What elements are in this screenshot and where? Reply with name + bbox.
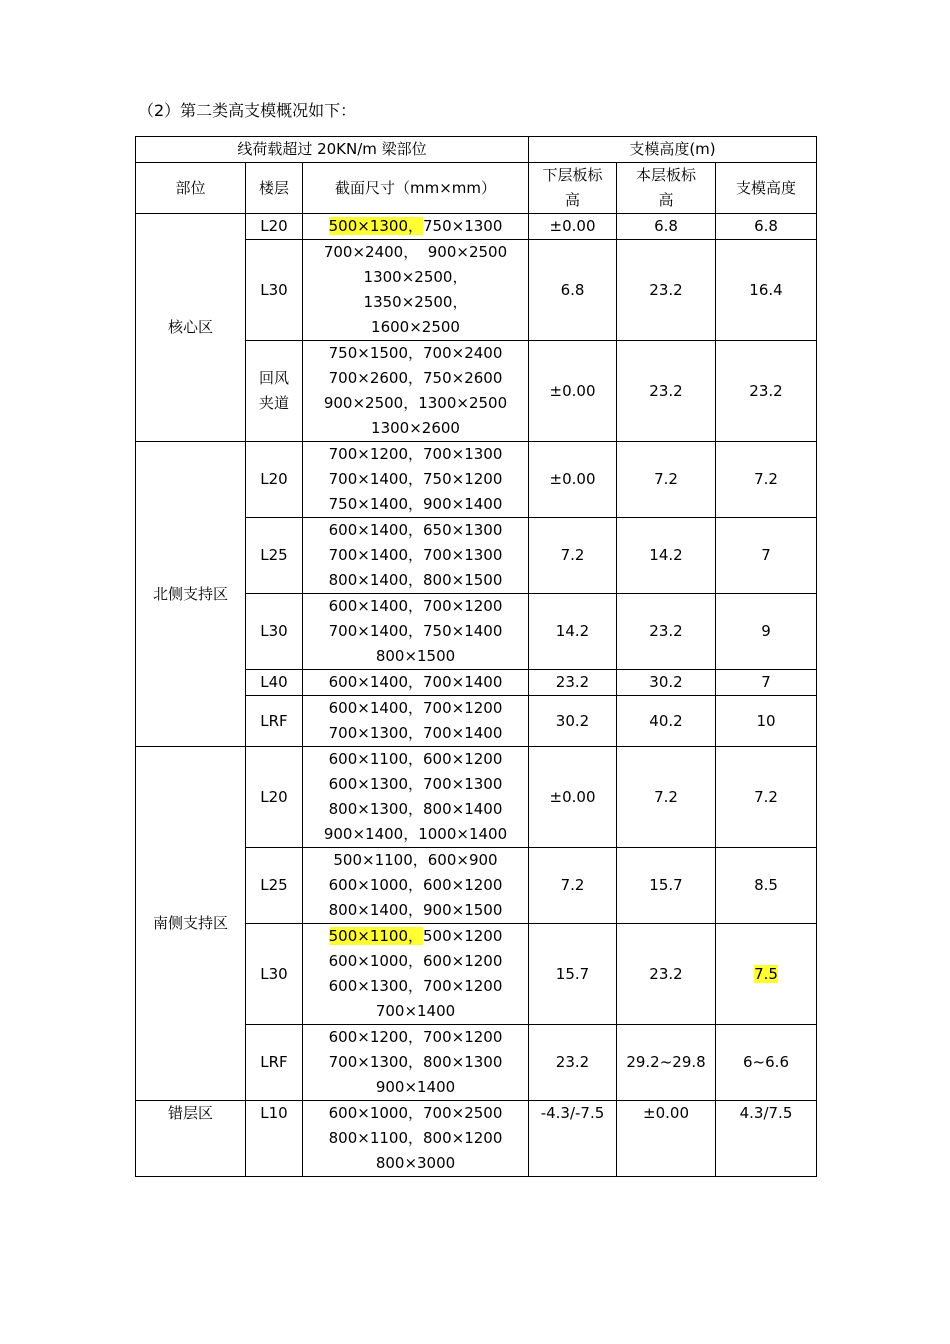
section-line	[303, 797, 528, 822]
section-line	[303, 214, 528, 239]
formwork-table	[135, 136, 817, 1177]
col-header-lower-line: 高	[564, 191, 580, 209]
section-line	[303, 518, 528, 543]
section-text: 600×1000，600×1200	[328, 952, 503, 970]
floor-cell	[246, 214, 303, 240]
support-height-cell-value: 7	[761, 546, 771, 564]
support-height-cell-value: 7.2	[754, 470, 778, 488]
section-text: 800×1400，800×1500	[328, 571, 503, 589]
support-height-cell-value: 6~6.6	[743, 1053, 789, 1071]
section-cell	[303, 214, 529, 240]
section-line	[303, 974, 528, 999]
floor-line: L30	[260, 622, 288, 640]
section-text: 600×1400，700×1200	[328, 699, 503, 717]
section-line	[303, 1126, 528, 1151]
section-text: 1300×2600	[371, 419, 460, 437]
section-line	[303, 949, 528, 974]
section-text: 700×1400，750×1200	[328, 470, 503, 488]
col-header-section: 截面尺寸（mm×mm）	[303, 163, 529, 214]
floor-cell	[246, 594, 303, 670]
lower-slab-cell-value: ±0.00	[549, 381, 596, 400]
section-text: 600×1200，700×1200	[328, 1028, 503, 1046]
section-text: 800×3000	[375, 1154, 456, 1172]
section-line	[303, 999, 528, 1024]
section-line	[303, 240, 528, 265]
lower-slab-cell-value: 14.2	[555, 622, 590, 640]
lower-slab-cell	[529, 670, 617, 696]
floor-cell	[246, 240, 303, 341]
section-text: 600×1300，700×1300	[328, 775, 503, 793]
region-cell: 错层区	[136, 1101, 246, 1177]
current-slab-cell-value: 30.2	[649, 673, 683, 691]
section-text: 500×1200	[423, 927, 503, 945]
section-text: 700×1200，700×1300	[328, 445, 503, 463]
section-line	[303, 1050, 528, 1075]
lower-slab-cell-value: ±0.00	[549, 470, 596, 488]
highlighted-section-text: 500×1100，	[328, 927, 423, 945]
group-header-row	[136, 137, 817, 163]
section-text: 600×1400，650×1300	[328, 521, 503, 539]
col-header-support-height: 支模高度	[716, 163, 817, 214]
current-slab-cell	[617, 214, 716, 240]
support-height-cell	[716, 341, 817, 442]
section-text: 600×1300，700×1200	[328, 977, 503, 995]
section-line	[303, 848, 528, 873]
section-line	[303, 391, 528, 416]
section-line	[303, 442, 528, 467]
floor-line: LRF	[260, 711, 288, 730]
col-header-current-line: 高	[658, 191, 674, 209]
group-header-beam-location: 线荷载超过 20KN/m 梁部位	[136, 137, 529, 163]
lower-slab-cell	[529, 1025, 617, 1101]
section-cell	[303, 747, 529, 848]
floor-line: L20	[260, 470, 288, 488]
section-cell	[303, 442, 529, 518]
section-text: 800×1500	[375, 647, 456, 665]
section-line	[303, 1025, 528, 1050]
col-header-current-line: 本层板标	[635, 166, 696, 184]
floor-line: L20	[260, 217, 288, 235]
lower-slab-cell	[529, 442, 617, 518]
section-cell	[303, 670, 529, 696]
lower-slab-cell	[529, 747, 617, 848]
current-slab-cell-value: 7.2	[654, 470, 678, 488]
support-height-cell-value: 7	[761, 673, 771, 691]
support-height-cell-value: 8.5	[754, 876, 778, 894]
current-slab-cell-value: 6.8	[654, 217, 678, 235]
floor-cell	[246, 1025, 303, 1101]
highlighted-section-text: 500×1300，	[328, 217, 423, 235]
current-slab-cell	[617, 670, 716, 696]
section-text: 1350×2500，	[363, 293, 468, 311]
col-header-current-slab	[617, 163, 716, 214]
col-header-floor: 楼层	[246, 163, 303, 214]
floor-cell	[246, 518, 303, 594]
section-line	[303, 619, 528, 644]
table-row	[136, 214, 817, 240]
section-line	[303, 265, 528, 290]
section-text: 600×1000，600×1200	[328, 876, 503, 894]
current-slab-cell	[617, 442, 716, 518]
lower-slab-cell-value: -4.3/-7.5	[540, 1104, 605, 1122]
section-line	[303, 416, 528, 441]
section-line	[303, 543, 528, 568]
section-text: 750×1300	[423, 217, 503, 235]
section-text: 700×1400，750×1400	[328, 622, 503, 640]
support-height-cell-value: 4.3/7.5	[739, 1104, 793, 1122]
support-height-cell	[716, 240, 817, 341]
support-height-cell-value: 16.4	[749, 280, 783, 299]
floor-line: L40	[260, 673, 288, 691]
floor-line: L25	[260, 546, 288, 564]
table-row	[136, 442, 817, 518]
floor-cell	[246, 670, 303, 696]
section-line	[303, 721, 528, 746]
section-line	[303, 898, 528, 923]
section-cell	[303, 594, 529, 670]
current-slab-cell	[617, 747, 716, 848]
section-line	[303, 772, 528, 797]
region-cell: 南侧支持区	[136, 747, 246, 1101]
current-slab-cell	[617, 848, 716, 924]
section-text: 900×1400，1000×1400	[323, 825, 508, 843]
floor-line: L30	[260, 964, 288, 983]
current-slab-cell-value: 23.2	[649, 622, 683, 640]
section-heading: （2）第二类高支模概况如下：	[138, 101, 357, 120]
lower-slab-cell	[529, 240, 617, 341]
section-cell	[303, 848, 529, 924]
section-line	[303, 1151, 528, 1176]
current-slab-cell-value: 40.2	[649, 711, 683, 730]
section-line	[303, 924, 528, 949]
lower-slab-cell	[529, 924, 617, 1025]
support-height-cell-value: 10	[756, 711, 776, 730]
support-height-cell	[716, 594, 817, 670]
support-height-cell	[716, 670, 817, 696]
column-header-row	[136, 163, 817, 214]
lower-slab-cell-value: 15.7	[555, 964, 590, 983]
section-line	[303, 568, 528, 593]
floor-cell	[246, 747, 303, 848]
section-text: 600×1000，700×2500	[328, 1104, 503, 1122]
section-line	[303, 1075, 528, 1100]
section-text: 1300×2500，	[363, 268, 468, 286]
support-height-cell	[716, 848, 817, 924]
group-header-support-height: 支模高度(m)	[529, 137, 817, 163]
section-text: 800×1300，800×1400	[328, 800, 503, 818]
current-slab-cell-value: 23.2	[649, 280, 683, 299]
floor-cell	[246, 1101, 303, 1177]
section-line	[303, 290, 528, 315]
section-line	[303, 644, 528, 669]
current-slab-cell	[617, 696, 716, 747]
current-slab-cell	[617, 1025, 716, 1101]
floor-line: L20	[260, 787, 288, 806]
floor-line: 回风	[258, 369, 289, 387]
section-line	[303, 341, 528, 366]
lower-slab-cell	[529, 214, 617, 240]
support-height-cell	[716, 1101, 817, 1177]
section-text: 750×1500，700×2400	[328, 344, 503, 362]
current-slab-cell	[617, 924, 716, 1025]
lower-slab-cell	[529, 594, 617, 670]
lower-slab-cell	[529, 848, 617, 924]
section-text: 600×1100，600×1200	[328, 750, 503, 768]
section-line	[303, 747, 528, 772]
current-slab-cell-value: 23.2	[649, 964, 683, 983]
current-slab-cell-value: 7.2	[654, 787, 678, 806]
section-cell	[303, 696, 529, 747]
section-text: 900×1400	[375, 1078, 456, 1096]
section-line	[303, 822, 528, 847]
support-height-cell-value: 23.2	[749, 381, 783, 400]
section-line	[303, 594, 528, 619]
lower-slab-cell-value: 23.2	[555, 1053, 590, 1071]
section-text: 800×1100，800×1200	[328, 1129, 503, 1147]
floor-line: 夹道	[258, 394, 289, 412]
floor-cell	[246, 696, 303, 747]
section-text: 900×2500，1300×2500	[323, 394, 508, 412]
section-text: 700×1300，800×1300	[328, 1053, 503, 1071]
section-cell	[303, 341, 529, 442]
current-slab-cell	[617, 594, 716, 670]
support-height-cell	[716, 518, 817, 594]
col-header-lower-slab	[529, 163, 617, 214]
section-line	[303, 366, 528, 391]
section-text: 600×1400，700×1200	[328, 597, 503, 615]
section-cell	[303, 1025, 529, 1101]
current-slab-cell	[617, 341, 716, 442]
section-text: 700×1400，700×1300	[328, 546, 503, 564]
section-cell	[303, 240, 529, 341]
section-cell	[303, 1101, 529, 1177]
section-text: 700×2400， 900×2500	[323, 243, 508, 261]
lower-slab-cell	[529, 696, 617, 747]
section-line	[303, 1101, 528, 1126]
current-slab-cell-value: 23.2	[649, 381, 683, 400]
floor-line: L25	[260, 876, 288, 894]
support-height-cell	[716, 747, 817, 848]
lower-slab-cell	[529, 1101, 617, 1177]
support-height-cell-value: 9	[761, 622, 771, 640]
floor-line: L30	[260, 280, 288, 299]
lower-slab-cell-value: 23.2	[555, 673, 590, 691]
section-line	[303, 873, 528, 898]
floor-cell	[246, 848, 303, 924]
section-text: 700×1300，700×1400	[328, 724, 503, 742]
lower-slab-cell-value: 7.2	[560, 876, 585, 894]
floor-cell	[246, 341, 303, 442]
lower-slab-cell-value: 30.2	[555, 711, 590, 730]
lower-slab-cell	[529, 518, 617, 594]
section-text: 800×1400，900×1500	[328, 901, 503, 919]
floor-line: LRF	[260, 1053, 288, 1071]
section-line	[303, 315, 528, 340]
support-height-cell	[716, 442, 817, 518]
section-cell	[303, 518, 529, 594]
section-text: 700×2600，750×2600	[328, 369, 503, 387]
support-height-cell-value: 6.8	[754, 217, 778, 235]
section-text: 700×1400	[375, 1002, 456, 1020]
current-slab-cell-value: 14.2	[649, 546, 683, 564]
current-slab-cell-value: 29.2~29.8	[626, 1053, 706, 1071]
lower-slab-cell-value: ±0.00	[549, 217, 596, 235]
section-text: 600×1400，700×1400	[328, 673, 503, 691]
section-cell	[303, 924, 529, 1025]
current-slab-cell	[617, 518, 716, 594]
support-height-cell	[716, 924, 817, 1025]
region-cell: 核心区	[136, 214, 246, 442]
table-row	[136, 1101, 817, 1177]
lower-slab-cell-value: 6.8	[560, 280, 585, 299]
section-text: 500×1100，600×900	[333, 851, 498, 869]
section-text: 1600×2500	[371, 318, 460, 336]
support-height-cell-value: 7.5	[754, 964, 778, 983]
lower-slab-cell-value: ±0.00	[549, 787, 596, 806]
section-line	[303, 492, 528, 517]
current-slab-cell	[617, 1101, 716, 1177]
col-header-lower-line: 下层板标	[542, 166, 603, 184]
section-line	[303, 670, 528, 695]
floor-cell	[246, 442, 303, 518]
table-body	[136, 214, 817, 1177]
section-line	[303, 696, 528, 721]
support-height-cell	[716, 1025, 817, 1101]
col-header-region: 部位	[136, 163, 246, 214]
floor-cell	[246, 924, 303, 1025]
support-height-cell	[716, 696, 817, 747]
table-row	[136, 747, 817, 848]
section-text: 750×1400，900×1400	[328, 495, 503, 513]
floor-line: L10	[260, 1104, 288, 1122]
lower-slab-cell	[529, 341, 617, 442]
section-line	[303, 467, 528, 492]
support-height-cell-value: 7.2	[754, 787, 778, 806]
current-slab-cell-value: ±0.00	[643, 1104, 689, 1122]
current-slab-cell-value: 15.7	[649, 876, 683, 894]
region-cell: 北侧支持区	[136, 442, 246, 747]
current-slab-cell	[617, 240, 716, 341]
lower-slab-cell-value: 7.2	[560, 546, 585, 564]
support-height-cell	[716, 214, 817, 240]
